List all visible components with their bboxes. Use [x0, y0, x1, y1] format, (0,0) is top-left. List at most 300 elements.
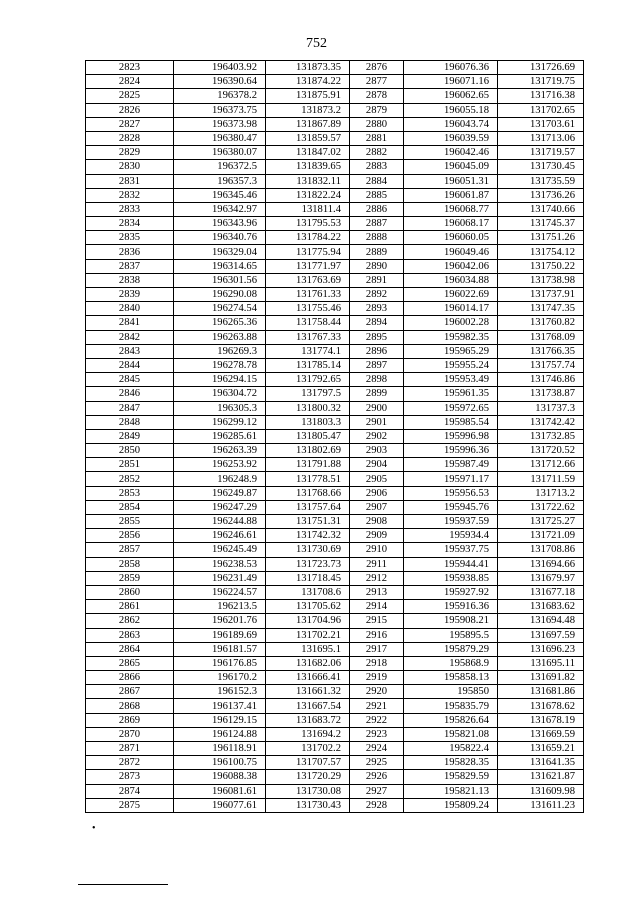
y-coordinate-cell: 131702.65	[498, 103, 584, 117]
point-id-cell: 2888	[350, 231, 404, 245]
table-row	[86, 415, 584, 429]
point-id-cell: 2881	[350, 131, 404, 145]
point-id-cell: 2832	[86, 188, 174, 202]
x-coordinate-cell: 196343.96	[174, 217, 266, 231]
x-coordinate-cell: 195945.76	[404, 500, 498, 514]
table-row	[86, 288, 584, 302]
y-coordinate-cell: 131766.35	[498, 344, 584, 358]
y-coordinate-cell: 131767.33	[266, 330, 350, 344]
x-coordinate-cell: 195934.4	[404, 529, 498, 543]
point-id-cell: 2835	[86, 231, 174, 245]
x-coordinate-cell: 195965.29	[404, 344, 498, 358]
point-id-cell: 2829	[86, 146, 174, 160]
point-id-cell: 2858	[86, 557, 174, 571]
x-coordinate-cell: 196176.85	[174, 656, 266, 670]
x-coordinate-cell: 195916.36	[404, 600, 498, 614]
point-id-cell: 2869	[86, 713, 174, 727]
y-coordinate-cell: 131768.09	[498, 330, 584, 344]
y-coordinate-cell: 131730.43	[266, 798, 350, 812]
y-coordinate-cell: 131738.87	[498, 387, 584, 401]
point-id-cell: 2911	[350, 557, 404, 571]
x-coordinate-cell: 196305.3	[174, 401, 266, 415]
x-coordinate-cell: 195927.92	[404, 585, 498, 599]
x-coordinate-cell: 196049.46	[404, 245, 498, 259]
x-coordinate-cell: 196201.76	[174, 614, 266, 628]
point-id-cell: 2851	[86, 458, 174, 472]
point-id-cell: 2840	[86, 302, 174, 316]
point-id-cell: 2891	[350, 273, 404, 287]
x-coordinate-cell: 196055.18	[404, 103, 498, 117]
point-id-cell: 2860	[86, 585, 174, 599]
point-id-cell: 2917	[350, 642, 404, 656]
point-id-cell: 2862	[86, 614, 174, 628]
x-coordinate-cell: 196357.3	[174, 174, 266, 188]
point-id-cell: 2833	[86, 202, 174, 216]
point-id-cell: 2859	[86, 571, 174, 585]
x-coordinate-cell: 196068.17	[404, 217, 498, 231]
table-row	[86, 543, 584, 557]
bullet-mark: •	[92, 823, 96, 834]
x-coordinate-cell: 195835.79	[404, 699, 498, 713]
x-coordinate-cell: 195908.21	[404, 614, 498, 628]
x-coordinate-cell: 195858.13	[404, 671, 498, 685]
point-id-cell: 2901	[350, 415, 404, 429]
y-coordinate-cell: 131730.45	[498, 160, 584, 174]
point-id-cell: 2910	[350, 543, 404, 557]
y-coordinate-cell: 131641.35	[498, 756, 584, 770]
point-id-cell: 2844	[86, 358, 174, 372]
point-id-cell: 2924	[350, 742, 404, 756]
y-coordinate-cell: 131661.32	[266, 685, 350, 699]
table-row	[86, 628, 584, 642]
y-coordinate-cell: 131797.5	[266, 387, 350, 401]
table-row	[86, 429, 584, 443]
point-id-cell: 2836	[86, 245, 174, 259]
table-row	[86, 756, 584, 770]
y-coordinate-cell: 131678.19	[498, 713, 584, 727]
y-coordinate-cell: 131704.96	[266, 614, 350, 628]
x-coordinate-cell: 196294.15	[174, 373, 266, 387]
table-row	[86, 61, 584, 75]
coordinates-table	[85, 60, 584, 813]
table-row	[86, 358, 584, 372]
x-coordinate-cell: 196253.92	[174, 458, 266, 472]
x-coordinate-cell: 196068.77	[404, 202, 498, 216]
y-coordinate-cell: 131740.66	[498, 202, 584, 216]
x-coordinate-cell: 196071.16	[404, 75, 498, 89]
y-coordinate-cell: 131726.69	[498, 61, 584, 75]
x-coordinate-cell: 196060.05	[404, 231, 498, 245]
y-coordinate-cell: 131874.22	[266, 75, 350, 89]
point-id-cell: 2890	[350, 259, 404, 273]
y-coordinate-cell: 131775.94	[266, 245, 350, 259]
table-row	[86, 316, 584, 330]
point-id-cell: 2908	[350, 515, 404, 529]
y-coordinate-cell: 131751.31	[266, 515, 350, 529]
point-id-cell: 2889	[350, 245, 404, 259]
table-row	[86, 273, 584, 287]
y-coordinate-cell: 131703.61	[498, 117, 584, 131]
x-coordinate-cell: 195985.54	[404, 415, 498, 429]
x-coordinate-cell: 196224.57	[174, 585, 266, 599]
table-row	[86, 685, 584, 699]
x-coordinate-cell: 195953.49	[404, 373, 498, 387]
y-coordinate-cell: 131730.08	[266, 784, 350, 798]
y-coordinate-cell: 131800.32	[266, 401, 350, 415]
y-coordinate-cell: 131768.66	[266, 486, 350, 500]
y-coordinate-cell: 131713.2	[498, 486, 584, 500]
table-row	[86, 373, 584, 387]
point-id-cell: 2921	[350, 699, 404, 713]
y-coordinate-cell: 131795.53	[266, 217, 350, 231]
x-coordinate-cell: 196274.54	[174, 302, 266, 316]
table-row	[86, 713, 584, 727]
x-coordinate-cell: 196002.28	[404, 316, 498, 330]
x-coordinate-cell: 195829.59	[404, 770, 498, 784]
point-id-cell: 2867	[86, 685, 174, 699]
y-coordinate-cell: 131694.66	[498, 557, 584, 571]
table-row	[86, 642, 584, 656]
x-coordinate-cell: 195895.5	[404, 628, 498, 642]
y-coordinate-cell: 131802.69	[266, 444, 350, 458]
x-coordinate-cell: 195944.41	[404, 557, 498, 571]
y-coordinate-cell: 131694.2	[266, 727, 350, 741]
x-coordinate-cell: 196248.9	[174, 472, 266, 486]
table-row	[86, 89, 584, 103]
x-coordinate-cell: 195809.24	[404, 798, 498, 812]
x-coordinate-cell: 196051.31	[404, 174, 498, 188]
x-coordinate-cell: 196062.65	[404, 89, 498, 103]
y-coordinate-cell: 131761.33	[266, 288, 350, 302]
table-row	[86, 131, 584, 145]
y-coordinate-cell: 131822.24	[266, 188, 350, 202]
table-row	[86, 259, 584, 273]
x-coordinate-cell: 196152.3	[174, 685, 266, 699]
x-coordinate-cell: 195982.35	[404, 330, 498, 344]
point-id-cell: 2847	[86, 401, 174, 415]
x-coordinate-cell: 196077.61	[174, 798, 266, 812]
y-coordinate-cell: 131747.35	[498, 302, 584, 316]
point-id-cell: 2918	[350, 656, 404, 670]
point-id-cell: 2899	[350, 387, 404, 401]
y-coordinate-cell: 131681.86	[498, 685, 584, 699]
x-coordinate-cell: 196213.5	[174, 600, 266, 614]
y-coordinate-cell: 131774.1	[266, 344, 350, 358]
x-coordinate-cell: 196061.87	[404, 188, 498, 202]
y-coordinate-cell: 131735.59	[498, 174, 584, 188]
x-coordinate-cell: 195996.36	[404, 444, 498, 458]
y-coordinate-cell: 131757.74	[498, 358, 584, 372]
point-id-cell: 2922	[350, 713, 404, 727]
y-coordinate-cell: 131677.18	[498, 585, 584, 599]
x-coordinate-cell: 196299.12	[174, 415, 266, 429]
x-coordinate-cell: 196329.04	[174, 245, 266, 259]
y-coordinate-cell: 131847.02	[266, 146, 350, 160]
point-id-cell: 2866	[86, 671, 174, 685]
table-row	[86, 515, 584, 529]
x-coordinate-cell: 196249.87	[174, 486, 266, 500]
point-id-cell: 2892	[350, 288, 404, 302]
table-row	[86, 529, 584, 543]
x-coordinate-cell: 196372.5	[174, 160, 266, 174]
x-coordinate-cell: 196263.88	[174, 330, 266, 344]
x-coordinate-cell: 195996.98	[404, 429, 498, 443]
point-id-cell: 2845	[86, 373, 174, 387]
point-id-cell: 2825	[86, 89, 174, 103]
point-id-cell: 2873	[86, 770, 174, 784]
point-id-cell: 2857	[86, 543, 174, 557]
x-coordinate-cell: 196340.76	[174, 231, 266, 245]
point-id-cell: 2925	[350, 756, 404, 770]
point-id-cell: 2898	[350, 373, 404, 387]
x-coordinate-cell: 195955.24	[404, 358, 498, 372]
table-row	[86, 444, 584, 458]
table-row	[86, 699, 584, 713]
table-row	[86, 557, 584, 571]
y-coordinate-cell: 131694.48	[498, 614, 584, 628]
table-row	[86, 614, 584, 628]
point-id-cell: 2876	[350, 61, 404, 75]
point-id-cell: 2841	[86, 316, 174, 330]
point-id-cell: 2870	[86, 727, 174, 741]
y-coordinate-cell: 131702.21	[266, 628, 350, 642]
y-coordinate-cell: 131725.27	[498, 515, 584, 529]
y-coordinate-cell: 131763.69	[266, 273, 350, 287]
point-id-cell: 2854	[86, 500, 174, 514]
y-coordinate-cell: 131737.3	[498, 401, 584, 415]
y-coordinate-cell: 131873.35	[266, 61, 350, 75]
point-id-cell: 2883	[350, 160, 404, 174]
y-coordinate-cell: 131803.3	[266, 415, 350, 429]
y-coordinate-cell: 131839.65	[266, 160, 350, 174]
x-coordinate-cell: 196118.91	[174, 742, 266, 756]
point-id-cell: 2904	[350, 458, 404, 472]
x-coordinate-cell: 196373.75	[174, 103, 266, 117]
y-coordinate-cell: 131708.6	[266, 585, 350, 599]
point-id-cell: 2878	[350, 89, 404, 103]
point-id-cell: 2894	[350, 316, 404, 330]
x-coordinate-cell: 196043.74	[404, 117, 498, 131]
point-id-cell: 2919	[350, 671, 404, 685]
x-coordinate-cell: 196231.49	[174, 571, 266, 585]
y-coordinate-cell: 131609.98	[498, 784, 584, 798]
y-coordinate-cell: 131732.85	[498, 429, 584, 443]
table-row	[86, 231, 584, 245]
table-row	[86, 188, 584, 202]
y-coordinate-cell: 131695.11	[498, 656, 584, 670]
y-coordinate-cell: 131722.62	[498, 500, 584, 514]
y-coordinate-cell: 131659.21	[498, 742, 584, 756]
table-row	[86, 472, 584, 486]
point-id-cell: 2838	[86, 273, 174, 287]
x-coordinate-cell: 195821.08	[404, 727, 498, 741]
table-row	[86, 387, 584, 401]
x-coordinate-cell: 196380.47	[174, 131, 266, 145]
y-coordinate-cell: 131720.52	[498, 444, 584, 458]
table-row	[86, 784, 584, 798]
point-id-cell: 2856	[86, 529, 174, 543]
x-coordinate-cell: 196244.88	[174, 515, 266, 529]
point-id-cell: 2874	[86, 784, 174, 798]
point-id-cell: 2875	[86, 798, 174, 812]
table-row	[86, 103, 584, 117]
y-coordinate-cell: 131738.98	[498, 273, 584, 287]
table-row	[86, 344, 584, 358]
point-id-cell: 2914	[350, 600, 404, 614]
x-coordinate-cell: 196100.75	[174, 756, 266, 770]
point-id-cell: 2893	[350, 302, 404, 316]
x-coordinate-cell: 195850	[404, 685, 498, 699]
y-coordinate-cell: 131859.57	[266, 131, 350, 145]
point-id-cell: 2886	[350, 202, 404, 216]
point-id-cell: 2909	[350, 529, 404, 543]
y-coordinate-cell: 131746.86	[498, 373, 584, 387]
y-coordinate-cell: 131755.46	[266, 302, 350, 316]
x-coordinate-cell: 196022.69	[404, 288, 498, 302]
x-coordinate-cell: 195937.75	[404, 543, 498, 557]
point-id-cell: 2834	[86, 217, 174, 231]
point-id-cell: 2852	[86, 472, 174, 486]
y-coordinate-cell: 131778.51	[266, 472, 350, 486]
x-coordinate-cell: 196269.3	[174, 344, 266, 358]
y-coordinate-cell: 131745.37	[498, 217, 584, 231]
point-id-cell: 2915	[350, 614, 404, 628]
table-row	[86, 245, 584, 259]
x-coordinate-cell: 196014.17	[404, 302, 498, 316]
y-coordinate-cell: 131730.69	[266, 543, 350, 557]
y-coordinate-cell: 131736.26	[498, 188, 584, 202]
y-coordinate-cell: 131712.66	[498, 458, 584, 472]
y-coordinate-cell: 131707.57	[266, 756, 350, 770]
point-id-cell: 2826	[86, 103, 174, 117]
x-coordinate-cell: 195987.49	[404, 458, 498, 472]
page-number: 752	[306, 36, 327, 51]
y-coordinate-cell: 131708.86	[498, 543, 584, 557]
y-coordinate-cell: 131691.82	[498, 671, 584, 685]
point-id-cell: 2903	[350, 444, 404, 458]
point-id-cell: 2855	[86, 515, 174, 529]
point-id-cell: 2827	[86, 117, 174, 131]
y-coordinate-cell: 131792.65	[266, 373, 350, 387]
point-id-cell: 2865	[86, 656, 174, 670]
x-coordinate-cell: 196378.2	[174, 89, 266, 103]
point-id-cell: 2913	[350, 585, 404, 599]
y-coordinate-cell: 131705.62	[266, 600, 350, 614]
y-coordinate-cell: 131711.59	[498, 472, 584, 486]
x-coordinate-cell: 196170.2	[174, 671, 266, 685]
y-coordinate-cell: 131696.23	[498, 642, 584, 656]
y-coordinate-cell: 131742.32	[266, 529, 350, 543]
point-id-cell: 2861	[86, 600, 174, 614]
y-coordinate-cell: 131811.4	[266, 202, 350, 216]
point-id-cell: 2905	[350, 472, 404, 486]
table-row	[86, 486, 584, 500]
table-row	[86, 302, 584, 316]
y-coordinate-cell: 131702.2	[266, 742, 350, 756]
x-coordinate-cell: 195868.9	[404, 656, 498, 670]
y-coordinate-cell: 131873.2	[266, 103, 350, 117]
y-coordinate-cell: 131713.06	[498, 131, 584, 145]
point-id-cell: 2926	[350, 770, 404, 784]
point-id-cell: 2850	[86, 444, 174, 458]
x-coordinate-cell: 196034.88	[404, 273, 498, 287]
point-id-cell: 2842	[86, 330, 174, 344]
y-coordinate-cell: 131757.64	[266, 500, 350, 514]
point-id-cell: 2887	[350, 217, 404, 231]
point-id-cell: 2895	[350, 330, 404, 344]
table-row	[86, 174, 584, 188]
point-id-cell: 2872	[86, 756, 174, 770]
point-id-cell: 2920	[350, 685, 404, 699]
point-id-cell: 2902	[350, 429, 404, 443]
point-id-cell: 2839	[86, 288, 174, 302]
y-coordinate-cell: 131719.57	[498, 146, 584, 160]
y-coordinate-cell: 131760.82	[498, 316, 584, 330]
x-coordinate-cell: 196403.92	[174, 61, 266, 75]
y-coordinate-cell: 131718.45	[266, 571, 350, 585]
y-coordinate-cell: 131683.62	[498, 600, 584, 614]
x-coordinate-cell: 195961.35	[404, 387, 498, 401]
point-id-cell: 2868	[86, 699, 174, 713]
point-id-cell: 2849	[86, 429, 174, 443]
y-coordinate-cell: 131611.23	[498, 798, 584, 812]
point-id-cell: 2880	[350, 117, 404, 131]
point-id-cell: 2843	[86, 344, 174, 358]
x-coordinate-cell: 196263.39	[174, 444, 266, 458]
y-coordinate-cell: 131751.26	[498, 231, 584, 245]
point-id-cell: 2927	[350, 784, 404, 798]
x-coordinate-cell: 196042.06	[404, 259, 498, 273]
x-coordinate-cell: 196247.29	[174, 500, 266, 514]
y-coordinate-cell: 131875.91	[266, 89, 350, 103]
point-id-cell: 2846	[86, 387, 174, 401]
y-coordinate-cell: 131683.72	[266, 713, 350, 727]
y-coordinate-cell: 131784.22	[266, 231, 350, 245]
y-coordinate-cell: 131723.73	[266, 557, 350, 571]
x-coordinate-cell: 196285.61	[174, 429, 266, 443]
y-coordinate-cell: 131669.59	[498, 727, 584, 741]
x-coordinate-cell: 196124.88	[174, 727, 266, 741]
y-coordinate-cell: 131758.44	[266, 316, 350, 330]
footnote-divider	[78, 884, 168, 885]
point-id-cell: 2824	[86, 75, 174, 89]
point-id-cell: 2912	[350, 571, 404, 585]
x-coordinate-cell: 196290.08	[174, 288, 266, 302]
table-row	[86, 585, 584, 599]
table-row	[86, 458, 584, 472]
table-row	[86, 600, 584, 614]
table-row	[86, 770, 584, 784]
table-row	[86, 727, 584, 741]
x-coordinate-cell: 195822.4	[404, 742, 498, 756]
point-id-cell: 2900	[350, 401, 404, 415]
point-id-cell: 2837	[86, 259, 174, 273]
table-row	[86, 330, 584, 344]
y-coordinate-cell: 131805.47	[266, 429, 350, 443]
x-coordinate-cell: 195821.13	[404, 784, 498, 798]
x-coordinate-cell: 196278.78	[174, 358, 266, 372]
x-coordinate-cell: 196129.15	[174, 713, 266, 727]
x-coordinate-cell: 196039.59	[404, 131, 498, 145]
table-row	[86, 75, 584, 89]
point-id-cell: 2879	[350, 103, 404, 117]
x-coordinate-cell: 196345.46	[174, 188, 266, 202]
x-coordinate-cell: 195879.29	[404, 642, 498, 656]
x-coordinate-cell: 196304.72	[174, 387, 266, 401]
y-coordinate-cell: 131785.14	[266, 358, 350, 372]
x-coordinate-cell: 196045.09	[404, 160, 498, 174]
y-coordinate-cell: 131737.91	[498, 288, 584, 302]
